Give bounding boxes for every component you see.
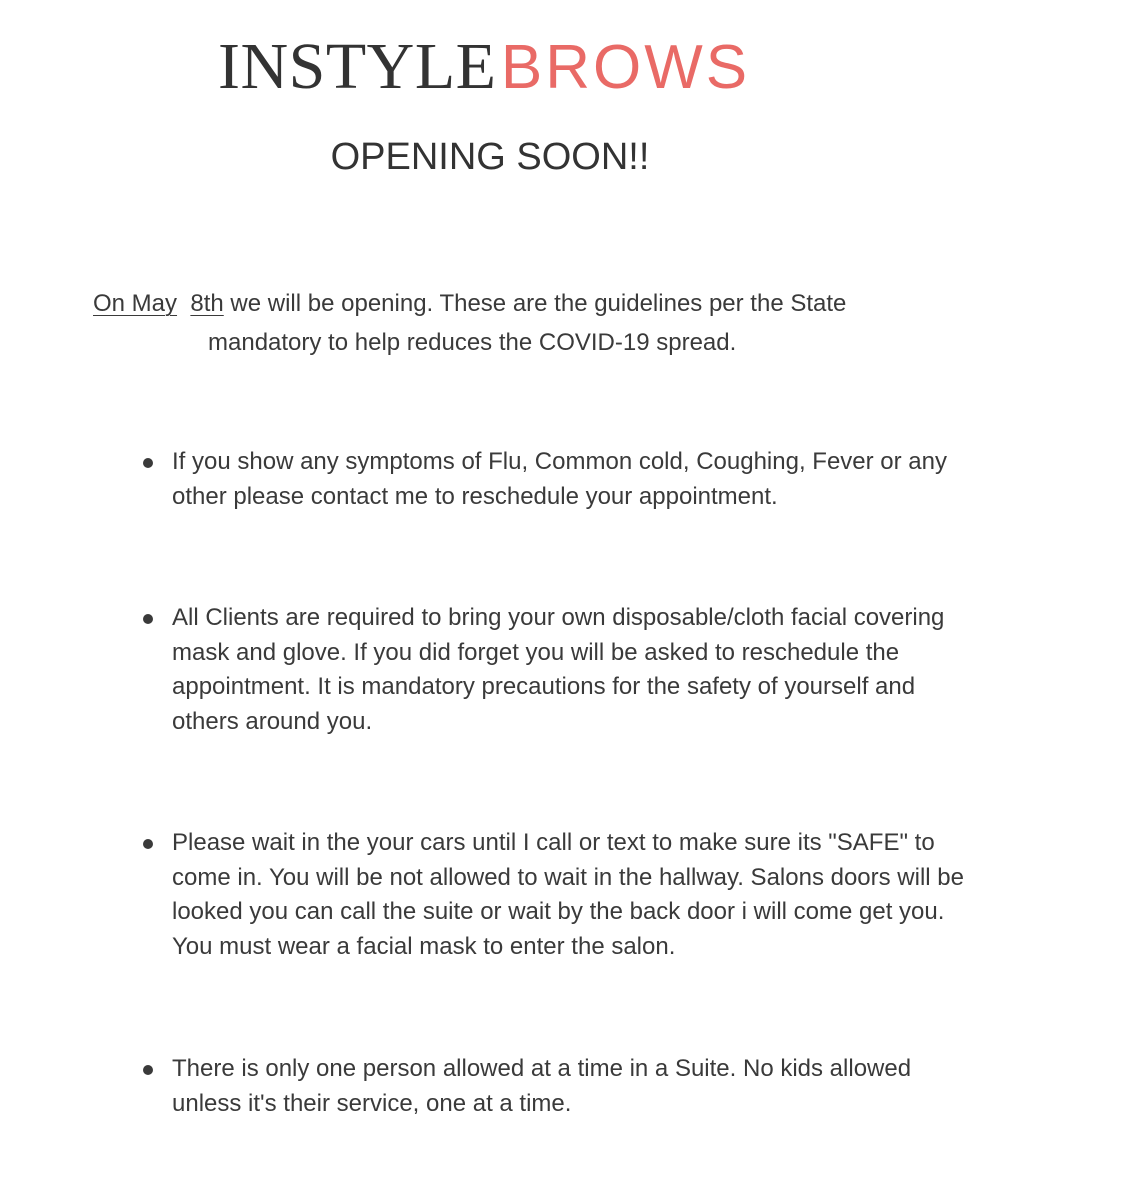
brand-logo	[218, 30, 751, 103]
guideline-text: If you show any symptoms of Flu, Common cold, Coughing, Fever or any other please contact me to reschedule your appointment.	[172, 448, 947, 510]
guideline-item	[143, 826, 973, 964]
page-headline: OPENING SOON!!	[330, 136, 650, 178]
guideline-text: Please wait in the your cars until I call or text to make sure its "SAFE" to come in. You will be not allowed to wait in the hallway. Salons doors will be looked you can call the suite or wait by the back door i will come get you. You must wear a facial mask to enter the salon.	[172, 829, 964, 960]
guideline-text: All Clients are required to bring your own disposable/cloth facial covering mask and glove. If you did forget you will be asked to reschedule the appointment. It is mandatory precautions for the safety of yourself and others around you.	[172, 604, 945, 735]
bullet-icon	[143, 839, 153, 849]
intro-paragraph	[93, 284, 893, 362]
bullet-icon	[143, 1065, 153, 1075]
guideline-text: There is only one person allowed at a time in a Suite. No kids allowed unless it's their service, one at a time.	[172, 1055, 912, 1117]
guideline-item	[143, 1052, 973, 1121]
date-8th-link[interactable]: 8th	[190, 290, 224, 317]
logo-word-instyle: INSTYLE	[218, 30, 497, 103]
guideline-item	[143, 445, 973, 514]
bullet-icon	[143, 458, 153, 468]
intro-line-2: mandatory to help reduces the COVID-19 spread.	[208, 329, 737, 356]
logo-word-brows: BROWS	[500, 33, 751, 102]
guideline-item	[143, 601, 973, 739]
bullet-icon	[143, 614, 153, 624]
on-may-link[interactable]: On May	[93, 290, 178, 317]
intro-text: we will be opening. These are the guidelines per the State	[223, 290, 847, 317]
